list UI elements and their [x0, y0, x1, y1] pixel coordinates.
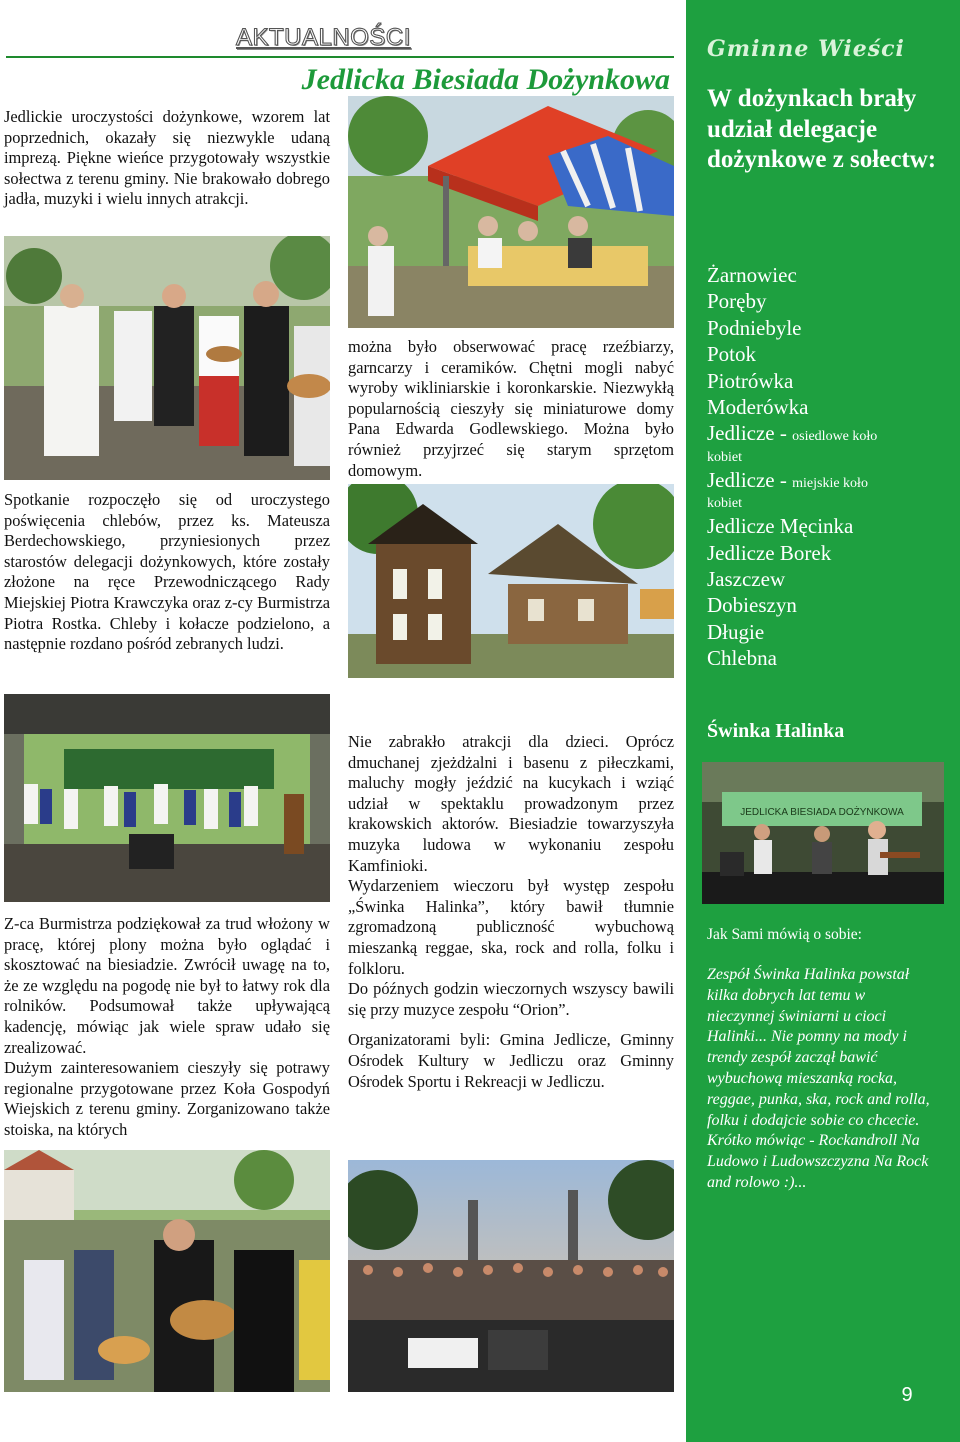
- village-item: [707, 467, 947, 513]
- thanks-text: Z-ca Burmistrza podziękował za trud włożony w pracę, której plony można było oglądać i skosztować na biesiadzie. Zwrócił uwagę na to, że ze względu na pogodę nie był to łatwy rok dla rolników. Podsumował także upływającą kadencję, mówiąc jak wiele spraw udało się zrealizować.: [4, 914, 330, 1057]
- delegations-heading: W dożynkach brały udział delegacje dożynkowe z sołectw:: [707, 85, 937, 173]
- village-name: Jaszczew: [707, 567, 786, 592]
- banner-text: JEDLICKA BIESIADA DOŻYNKOWA: [740, 807, 904, 818]
- page-title: Jedlicka Biesiada Dożynkowa: [301, 63, 670, 96]
- village-name: Dobieszyn: [707, 593, 797, 618]
- village-item: [707, 368, 947, 394]
- village-item: [707, 566, 947, 592]
- village-name: Jedlicze Męcinka: [707, 514, 854, 539]
- header-rule: [6, 56, 674, 58]
- photo-folk-stage: [4, 694, 330, 902]
- village-item: [707, 420, 947, 466]
- village-item: [707, 315, 947, 341]
- village-note: osiedlowe koło: [792, 429, 878, 445]
- village-name: Żarnowiec: [707, 263, 797, 287]
- photo-bread-crowd-illustration: [4, 1150, 330, 1392]
- products-text: Dużym zainteresowaniem cieszyły się potrawy regionalne przygotowane przez Koła Gospodyń Wiejskich z terenu gminy. Zorganizowano także stoiska, na których: [4, 1058, 330, 1139]
- village-name: Potok: [707, 342, 757, 367]
- late-text: Do późnych godzin wieczornych wszyscy bawili się przy muzyce zespołu “Orion”.: [348, 979, 674, 1019]
- photo-market-stall: [348, 96, 674, 328]
- organizers-text: Organizatorami byli: Gmina Jedlicze, Gminny Ośrodek Kultury w Jedliczu oraz Gminny Ośrodek Sportu i Rekreacji w Jedliczu.: [348, 1030, 674, 1091]
- blessing-paragraph: Spotkanie rozpoczęło się od uroczystego poświęcenia chlebów, przez ks. Mateusza Berdechowskiego, przyniesionych przez starostów delegacji dożynkowych, które zostały złożone na ręce Przewodniczącego Rady Miejskiej Piotra Krawczyka oraz z-cy Burmistrza Piotra Rostka. Chleby i kołacze podzielono, a następnie rozdano pośród zebranych ludzi.: [4, 490, 330, 654]
- photo-blessing-illustration: [4, 236, 330, 480]
- band-description: Zespół Świnka Halinka powstał kilka dobrych lat temu w nieczynnej świniarni u cioci Halinki... Nie pomny na mody i trendy zespół zaczął bawić wybuchową mieszanką rocka, reggae, punka, ska, rock and rolla, folku i dodajcie sobie co chcecie. Krótko mówiąc - Rockandroll Na Ludowo i Ludowszczyzna Na Rock and rolowo :)...: [707, 966, 930, 1191]
- village-item: [707, 513, 947, 539]
- village-item: [707, 394, 947, 420]
- village-name: Jedlicze Borek: [707, 540, 832, 565]
- page-number: 9: [901, 1384, 913, 1406]
- sidebar-title: Gminne Wieści: [707, 36, 905, 62]
- village-name: Piotrówka: [707, 368, 794, 393]
- intro-paragraph: Jedlickie uroczystości dożynkowe, wzorem lat poprzednich, okazały się niezwykle udaną imprezą. Piękne wieńce przygotowały wszystkie sołectwa z terenu gminy. Nie brakowało dobrego jadła, muzyki i wielu innych atrakcji.: [4, 107, 330, 209]
- photo-miniature-houses-illustration: [348, 484, 674, 678]
- village-list: [707, 262, 947, 672]
- village-item: [707, 262, 947, 288]
- photo-miniature-houses: [348, 484, 674, 678]
- thanks-paragraph: [4, 914, 330, 1141]
- photo-band-illustration: [702, 762, 944, 904]
- concert-text: Wydarzeniem wieczoru był występ zespołu „Świnka Halinka”, który bawił tłumnie zgromadzoną publiczność wybuchową mieszanką reggae, ska, rock and rolla, folku i folkloru.: [348, 876, 674, 978]
- photo-market-stall-illustration: [348, 96, 674, 328]
- village-name: Długie: [707, 619, 765, 644]
- band-title: Świnka Halinka: [707, 720, 845, 742]
- village-note-cont: kobiet: [707, 449, 742, 465]
- crafts-paragraph: można było obserwować pracę rzeźbiarzy, garncarzy i ceramików. Chętni mogli nabyć wyroby wikliniarskie i koronkarskie. Niezwykłą popularnością cieszyły się miniaturowe domy Pana Edwarda Godlewskiego. Można było również przyjrzeć się starym sprzętom domowym.: [348, 337, 674, 480]
- village-item: [707, 619, 947, 645]
- kids-paragraph: [348, 732, 674, 1092]
- village-item: [707, 288, 947, 314]
- village-note-cont: kobiet: [707, 496, 742, 512]
- photo-folk-stage-illustration: [4, 694, 330, 902]
- village-item: [707, 645, 947, 671]
- village-name: Poręby: [707, 289, 767, 314]
- band-intro: Jak Sami mówią o sobie:: [707, 926, 862, 943]
- village-name: Podniebyle: [707, 315, 802, 340]
- village-name: Chlebna: [707, 646, 777, 671]
- village-item: [707, 540, 947, 566]
- photo-evening-concert-illustration: [348, 1160, 674, 1392]
- photo-evening-concert: [348, 1160, 674, 1392]
- village-name: Moderówka: [707, 395, 809, 420]
- village-name: Jedlicze -: [707, 467, 793, 492]
- photo-blessing: [4, 236, 330, 480]
- kids-text: Nie zabrakło atrakcji dla dzieci. Oprócz dmuchanej zjeżdżalni i basenu z piłeczkami, maluchy mogły jeździć na kucykach i wziąć udział w spektaklu prowadzonym przez krakowskich aktorów. Biesiadzie towarzyszyła muzyka ludowa w wykonaniu zespołu Kamfinioki.: [348, 732, 674, 875]
- village-item: [707, 592, 947, 618]
- photo-band: [702, 762, 944, 904]
- village-note: miejskie koło: [792, 475, 868, 491]
- section-label: AKTUALNOŚCI: [236, 24, 411, 51]
- village-name: Jedlicze -: [707, 421, 793, 446]
- photo-bread-crowd: [4, 1150, 330, 1392]
- village-item: [707, 341, 947, 367]
